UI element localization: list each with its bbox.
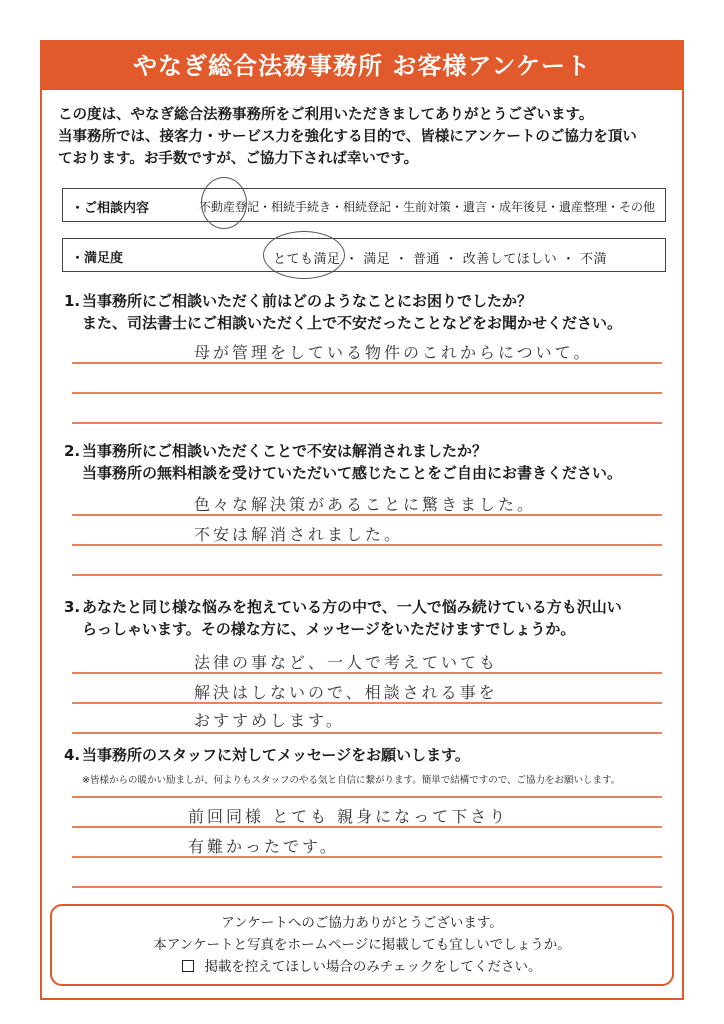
selection-circle [263,231,345,279]
footer-line-2: 本アンケートと写真をホームページに掲載しても宜しいでしょうか。 [153,937,571,953]
question-4 [64,744,664,766]
answer-line: おすすめします。 [194,711,345,730]
question-1 [64,290,664,334]
question-number: 2. [64,442,81,460]
satisfaction-box [62,238,666,272]
footer-consent-row [52,956,672,978]
answer-line: 前回同様 とても 親身になって下さり [188,807,509,826]
question-text: 当事務所の無料相談を受けていただいて感じたことをご自由にお書きください。 [82,464,623,482]
satisfaction-options: とても満足 ・ 満足 ・ 普通 ・ 改善してほしい ・ 不満 [272,252,607,267]
consult-type-options: 不動産登記・相続手続き・相続登記・生前対策・遺言・成年後見・遺産整理・その他 [198,200,655,214]
question-number: 3. [64,598,81,616]
answer-line: 法律の事など、一人で考えていても [194,653,499,672]
answer-line: 色々な解決策があることに驚きました。 [194,495,537,514]
answer-rule [72,796,662,798]
question-4-note: ※皆様からの暖かい励ましが、何よりもスタッフのやる気と自信に繋がります。簡単で結構ですので、ご協力をお願いします。 [82,775,621,786]
footer-line-3: 掲載を控えてほしい場合のみチェックをしてください。 [204,959,542,975]
question-text: らっしゃいます。その様な方に、メッセージをいただけますでしょうか。 [82,620,576,638]
answer-rule [72,422,662,424]
intro-line-2: 当事務所では、接客力・サービス力を強化する目的で、皆様にアンケートのご協力を頂い [58,129,637,145]
intro-text [58,104,668,170]
answer-rule [72,886,662,888]
consult-type-box [62,188,666,222]
answer-rule [72,514,662,516]
question-2 [64,440,664,484]
answer-rule [72,574,662,576]
satisfaction-label: ・満足度 [71,251,124,266]
intro-line-3: ております。お手数ですが、ご協力下されば幸いです。 [58,151,419,167]
answer-line: 母が管理をしている物件のこれからについて。 [194,343,593,362]
answer-line: 解決はしないので、相談される事を [194,683,498,702]
footer-box [50,904,674,986]
answer-rule [72,544,662,546]
survey-title: やなぎ総合法務事務所 お客様アンケート [42,42,682,90]
no-publish-checkbox[interactable] [182,960,194,972]
answer-rule [72,362,662,364]
question-text: 当事務所のスタッフに対してメッセージをお願いします。 [82,746,470,764]
question-text: また、司法書士にご相談いただく上で不安だったことなどをお聞かせください。 [82,314,623,332]
answer-rule [72,856,662,858]
answer-line: 不安は解消されました。 [194,525,404,544]
answer-line: 有難かったです。 [188,837,339,856]
answer-rule [72,672,662,674]
answer-rule [72,392,662,394]
answer-rule [72,702,662,704]
answer-rule [72,732,662,734]
footer-line-1: アンケートへのご協力ありがとうございます。 [221,915,503,931]
question-text: 当事務所にご相談いただく前はどのようなことにお困りでしたか？ [82,292,533,310]
intro-line-1: この度は、やなぎ総合法務事務所をご利用いただきましてありがとうございます。 [58,107,594,123]
selection-circle [201,177,247,229]
consult-type-label: ・ご相談内容 [71,201,150,216]
question-text: あなたと同じ様な悩みを抱えている方の中で、一人で悩み続けている方も沢山い [82,598,622,616]
question-text: 当事務所にご相談いただくことで不安は解消されましたか？ [82,442,488,460]
question-number: 4. [64,746,81,764]
question-number: 1. [64,292,81,310]
answer-rule [72,826,662,828]
survey-sheet [40,40,684,1000]
question-3 [64,596,664,640]
